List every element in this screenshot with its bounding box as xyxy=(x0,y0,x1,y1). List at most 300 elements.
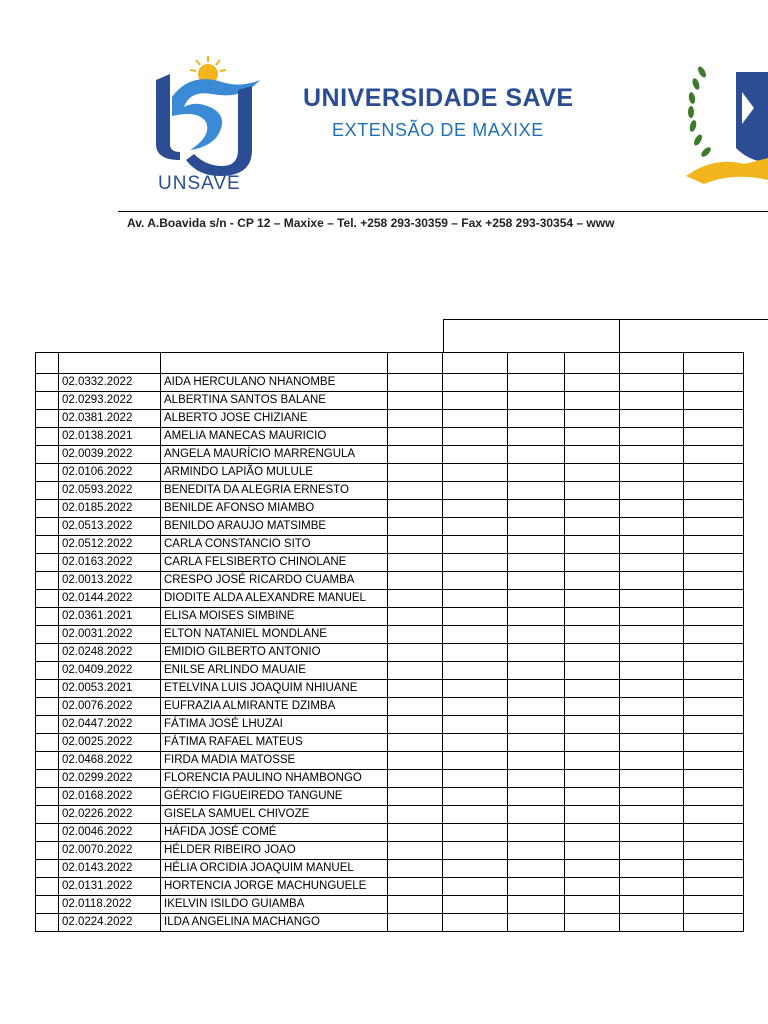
grade-cell xyxy=(684,680,744,698)
grade-cell xyxy=(508,806,565,824)
grade-cell xyxy=(388,446,443,464)
grade-cell xyxy=(388,698,443,716)
grade-cell xyxy=(443,806,508,824)
grade-cell xyxy=(388,914,443,932)
grade-cell xyxy=(443,734,508,752)
table-row xyxy=(36,446,744,464)
logo-text: UNSAVE xyxy=(158,173,241,192)
table-row xyxy=(36,392,744,410)
student-name-cell: EUFRAZIA ALMIRANTE DZIMBA xyxy=(161,698,388,716)
table-row xyxy=(36,806,744,824)
row-number-cell xyxy=(36,500,59,518)
grade-cell xyxy=(684,554,744,572)
grade-cell xyxy=(388,590,443,608)
grade-cell xyxy=(388,752,443,770)
student-name-cell: FÁTIMA JOSÉ LHUZAI xyxy=(161,716,388,734)
grade-cell xyxy=(620,680,684,698)
table-row xyxy=(36,608,744,626)
address-line: Av. A.Boavida s/n - CP 12 – Maxixe – Tel. +258 293-30359 – Fax +258 293-30354 – www xyxy=(127,216,615,230)
grade-cell xyxy=(508,536,565,554)
grade-cell xyxy=(620,806,684,824)
student-code-cell: 02.0468.2022 xyxy=(59,752,161,770)
grade-cell xyxy=(684,806,744,824)
student-name-cell: ILDA ANGELINA MACHANGO xyxy=(161,914,388,932)
grade-cell xyxy=(443,716,508,734)
grade-cell xyxy=(620,788,684,806)
grade-cell xyxy=(443,446,508,464)
grade-cell xyxy=(443,860,508,878)
grade-cell xyxy=(620,698,684,716)
grade-cell xyxy=(620,770,684,788)
grade-cell xyxy=(443,374,508,392)
table-row xyxy=(36,500,744,518)
grade-cell xyxy=(388,428,443,446)
grade-cell xyxy=(508,824,565,842)
grade-cell xyxy=(565,428,620,446)
grade-cell xyxy=(443,752,508,770)
table-row xyxy=(36,428,744,446)
grade-cell xyxy=(443,464,508,482)
student-code-cell: 02.0332.2022 xyxy=(59,374,161,392)
student-name-cell: HORTENCIA JORGE MACHUNGUELE xyxy=(161,878,388,896)
grade-cell xyxy=(684,878,744,896)
student-name-cell: GISELA SAMUEL CHIVOZE xyxy=(161,806,388,824)
student-name-cell: BENEDITA DA ALEGRIA ERNESTO xyxy=(161,482,388,500)
grade-cell xyxy=(508,716,565,734)
grade-cell xyxy=(508,392,565,410)
grade-cell xyxy=(443,500,508,518)
table-row xyxy=(36,626,744,644)
student-table-body xyxy=(36,353,744,932)
grade-cell xyxy=(565,626,620,644)
student-code-cell: 02.0381.2022 xyxy=(59,410,161,428)
row-number-cell xyxy=(36,536,59,554)
grade-cell xyxy=(620,500,684,518)
student-name-cell: ELTON NATANIEL MONDLANE xyxy=(161,626,388,644)
grade-cell xyxy=(443,608,508,626)
student-name-cell: ETELVINA LUIS JOAQUIM NHIUANE xyxy=(161,680,388,698)
row-number-cell xyxy=(36,482,59,500)
grade-cell xyxy=(508,446,565,464)
student-name-cell: ENILSE ARLINDO MAUAIE xyxy=(161,662,388,680)
header-cell xyxy=(388,353,443,374)
grade-cell xyxy=(388,770,443,788)
grade-cell xyxy=(684,500,744,518)
student-code-cell: 02.0106.2022 xyxy=(59,464,161,482)
row-number-cell xyxy=(36,644,59,662)
grade-cell xyxy=(508,698,565,716)
row-number-cell xyxy=(36,554,59,572)
row-number-cell xyxy=(36,914,59,932)
university-title: UNIVERSIDADE SAVE xyxy=(303,84,574,112)
student-code-cell: 02.0224.2022 xyxy=(59,914,161,932)
grade-cell xyxy=(443,392,508,410)
table-row xyxy=(36,410,744,428)
grade-cell xyxy=(508,644,565,662)
grade-cell xyxy=(388,788,443,806)
student-name-cell: ANGELA MAURÍCIO MARRENGULA xyxy=(161,446,388,464)
grade-cell xyxy=(565,824,620,842)
student-code-cell: 02.0131.2022 xyxy=(59,878,161,896)
student-code-cell: 02.0512.2022 xyxy=(59,536,161,554)
table-row xyxy=(36,590,744,608)
row-number-cell xyxy=(36,680,59,698)
grade-cell xyxy=(620,878,684,896)
grade-cell xyxy=(565,392,620,410)
student-code-cell: 02.0163.2022 xyxy=(59,554,161,572)
row-number-cell xyxy=(36,608,59,626)
grade-cell xyxy=(508,518,565,536)
row-number-cell xyxy=(36,428,59,446)
grade-cell xyxy=(620,536,684,554)
grade-cell xyxy=(443,590,508,608)
student-code-cell: 02.0039.2022 xyxy=(59,446,161,464)
grade-cell xyxy=(388,878,443,896)
row-number-cell xyxy=(36,806,59,824)
table-row xyxy=(36,464,744,482)
row-number-cell xyxy=(36,860,59,878)
grade-cell xyxy=(443,680,508,698)
student-name-cell: HÉLDER RIBEIRO JOAO xyxy=(161,842,388,860)
row-number-cell xyxy=(36,770,59,788)
grade-cell xyxy=(508,464,565,482)
student-code-cell: 02.0046.2022 xyxy=(59,824,161,842)
grade-cell xyxy=(508,842,565,860)
grade-cell xyxy=(620,374,684,392)
row-number-cell xyxy=(36,734,59,752)
student-name-cell: ALBERTO JOSE CHIZIANE xyxy=(161,410,388,428)
grade-cell xyxy=(620,914,684,932)
table-row xyxy=(36,896,744,914)
student-code-cell: 02.0053.2021 xyxy=(59,680,161,698)
student-code-cell: 02.0185.2022 xyxy=(59,500,161,518)
grade-cell xyxy=(684,770,744,788)
grade-cell xyxy=(684,824,744,842)
grade-cell xyxy=(388,734,443,752)
table-row xyxy=(36,644,744,662)
student-name-cell: HÉLIA ORCIDIA JOAQUIM MANUEL xyxy=(161,860,388,878)
row-number-cell xyxy=(36,410,59,428)
table-row xyxy=(36,842,744,860)
grade-cell xyxy=(443,554,508,572)
grade-cell xyxy=(565,914,620,932)
grade-cell xyxy=(388,716,443,734)
grade-cell xyxy=(684,896,744,914)
group-header-box-1 xyxy=(443,319,620,353)
student-name-cell: ARMINDO LAPIÃO MULULE xyxy=(161,464,388,482)
student-code-cell: 02.0118.2022 xyxy=(59,896,161,914)
student-name-cell: FIRDA MADIA MATOSSE xyxy=(161,752,388,770)
table-row xyxy=(36,518,744,536)
table-row xyxy=(36,752,744,770)
grade-cell xyxy=(620,896,684,914)
grade-cell xyxy=(620,392,684,410)
student-name-cell: FLORENCIA PAULINO NHAMBONGO xyxy=(161,770,388,788)
row-number-cell xyxy=(36,392,59,410)
grade-cell xyxy=(388,392,443,410)
row-number-cell xyxy=(36,446,59,464)
grade-cell xyxy=(388,806,443,824)
grade-cell xyxy=(620,554,684,572)
student-name-cell: CARLA FELSIBERTO CHINOLANE xyxy=(161,554,388,572)
table-row xyxy=(36,788,744,806)
grade-cell xyxy=(508,410,565,428)
row-number-cell xyxy=(36,662,59,680)
grade-cell xyxy=(388,572,443,590)
grade-cell xyxy=(620,446,684,464)
grade-cell xyxy=(620,860,684,878)
header-cell xyxy=(620,353,684,374)
grade-cell xyxy=(620,626,684,644)
grade-cell xyxy=(565,698,620,716)
header-cell xyxy=(36,353,59,374)
grade-cell xyxy=(443,644,508,662)
table-row xyxy=(36,374,744,392)
grade-cell xyxy=(565,518,620,536)
grade-cell xyxy=(388,896,443,914)
student-code-cell: 02.0013.2022 xyxy=(59,572,161,590)
grade-cell xyxy=(388,626,443,644)
grade-cell xyxy=(388,608,443,626)
grade-cell xyxy=(684,860,744,878)
table-row xyxy=(36,554,744,572)
grade-cell xyxy=(508,374,565,392)
grade-cell xyxy=(684,608,744,626)
grade-cell xyxy=(508,554,565,572)
grade-cell xyxy=(443,410,508,428)
grade-cell xyxy=(684,698,744,716)
row-number-cell xyxy=(36,788,59,806)
grade-cell xyxy=(565,554,620,572)
student-name-cell: EMIDIO GILBERTO ANTONIO xyxy=(161,644,388,662)
row-number-cell xyxy=(36,374,59,392)
grade-cell xyxy=(508,626,565,644)
grade-cell xyxy=(684,716,744,734)
student-code-cell: 02.0409.2022 xyxy=(59,662,161,680)
grade-cell xyxy=(620,734,684,752)
grade-cell xyxy=(388,500,443,518)
student-name-cell: DIODITE ALDA ALEXANDRE MANUEL xyxy=(161,590,388,608)
table-row xyxy=(36,878,744,896)
grade-cell xyxy=(443,518,508,536)
table-row xyxy=(36,482,744,500)
table-row xyxy=(36,662,744,680)
grade-cell xyxy=(565,878,620,896)
grade-cell xyxy=(388,680,443,698)
grade-cell xyxy=(388,860,443,878)
row-number-cell xyxy=(36,878,59,896)
grade-cell xyxy=(565,860,620,878)
student-name-cell: IKELVIN ISILDO GUIAMBA xyxy=(161,896,388,914)
grade-cell xyxy=(684,590,744,608)
row-number-cell xyxy=(36,896,59,914)
grade-cell xyxy=(388,482,443,500)
grade-cell xyxy=(684,392,744,410)
student-table xyxy=(35,352,744,932)
student-code-cell: 02.0361.2021 xyxy=(59,608,161,626)
row-number-cell xyxy=(36,716,59,734)
student-name-cell: ALBERTINA SANTOS BALANE xyxy=(161,392,388,410)
grade-cell xyxy=(565,788,620,806)
grade-cell xyxy=(508,662,565,680)
grade-cell xyxy=(684,752,744,770)
grade-cell xyxy=(684,644,744,662)
student-code-cell: 02.0593.2022 xyxy=(59,482,161,500)
grade-cell xyxy=(620,842,684,860)
grade-cell xyxy=(508,590,565,608)
header-cell xyxy=(565,353,620,374)
row-number-cell xyxy=(36,572,59,590)
grade-cell xyxy=(388,824,443,842)
grade-cell xyxy=(620,518,684,536)
grade-cell xyxy=(565,734,620,752)
group-header-box-2 xyxy=(619,319,768,353)
grade-cell xyxy=(508,788,565,806)
student-code-cell: 02.0138.2021 xyxy=(59,428,161,446)
row-number-cell xyxy=(36,464,59,482)
student-name-cell: CRESPO JOSÉ RICARDO CUAMBA xyxy=(161,572,388,590)
student-name-cell: CARLA CONSTANCIO SITO xyxy=(161,536,388,554)
grade-cell xyxy=(684,662,744,680)
student-code-cell: 02.0226.2022 xyxy=(59,806,161,824)
grade-cell xyxy=(388,554,443,572)
grade-cell xyxy=(684,788,744,806)
grade-cell xyxy=(508,770,565,788)
grade-cell xyxy=(443,572,508,590)
grade-cell xyxy=(565,662,620,680)
grade-cell xyxy=(565,500,620,518)
grade-cell xyxy=(684,626,744,644)
grade-cell xyxy=(388,536,443,554)
grade-cell xyxy=(508,914,565,932)
student-name-cell: ELISA MOISES SIMBINE xyxy=(161,608,388,626)
grade-cell xyxy=(565,410,620,428)
table-row xyxy=(36,536,744,554)
grade-cell xyxy=(565,446,620,464)
grade-cell xyxy=(443,428,508,446)
grade-cell xyxy=(684,446,744,464)
header-rule xyxy=(118,211,768,212)
grade-cell xyxy=(388,464,443,482)
grade-cell xyxy=(620,662,684,680)
grade-cell xyxy=(684,518,744,536)
grade-cell xyxy=(620,410,684,428)
grade-cell xyxy=(684,734,744,752)
grade-cell xyxy=(388,644,443,662)
student-code-cell: 02.0143.2022 xyxy=(59,860,161,878)
grade-cell xyxy=(443,788,508,806)
grade-cell xyxy=(508,500,565,518)
grade-cell xyxy=(508,428,565,446)
student-code-cell: 02.0248.2022 xyxy=(59,644,161,662)
table-row xyxy=(36,914,744,932)
grade-cell xyxy=(508,878,565,896)
grade-cell xyxy=(443,770,508,788)
grade-cell xyxy=(684,842,744,860)
student-code-cell: 02.0031.2022 xyxy=(59,626,161,644)
grade-cell xyxy=(508,680,565,698)
student-name-cell: HÁFIDA JOSÉ COMÉ xyxy=(161,824,388,842)
grade-cell xyxy=(684,410,744,428)
emblem-icon xyxy=(684,52,768,192)
student-name-cell: FÁTIMA RAFAEL MATEUS xyxy=(161,734,388,752)
grade-cell xyxy=(620,572,684,590)
table-header-row xyxy=(36,353,744,374)
grade-cell xyxy=(684,374,744,392)
student-name-cell: AIDA HERCULANO NHANOMBE xyxy=(161,374,388,392)
grade-cell xyxy=(443,842,508,860)
grade-cell xyxy=(508,482,565,500)
grade-cell xyxy=(565,482,620,500)
grade-cell xyxy=(443,878,508,896)
grade-cell xyxy=(620,716,684,734)
header-cell xyxy=(508,353,565,374)
row-number-cell xyxy=(36,824,59,842)
grade-cell xyxy=(620,752,684,770)
student-name-cell: BENILDE AFONSO MIAMBO xyxy=(161,500,388,518)
row-number-cell xyxy=(36,626,59,644)
table-row xyxy=(36,770,744,788)
grade-cell xyxy=(620,644,684,662)
student-code-cell: 02.0070.2022 xyxy=(59,842,161,860)
table-row xyxy=(36,860,744,878)
student-code-cell: 02.0168.2022 xyxy=(59,788,161,806)
grade-cell xyxy=(565,680,620,698)
grade-cell xyxy=(565,644,620,662)
header-cell xyxy=(161,353,388,374)
grade-cell xyxy=(565,770,620,788)
student-code-cell: 02.0447.2022 xyxy=(59,716,161,734)
grade-cell xyxy=(565,572,620,590)
grade-cell xyxy=(620,590,684,608)
table-row xyxy=(36,698,744,716)
grade-cell xyxy=(508,896,565,914)
grade-cell xyxy=(565,842,620,860)
table-row xyxy=(36,716,744,734)
table-row xyxy=(36,824,744,842)
student-code-cell: 02.0299.2022 xyxy=(59,770,161,788)
grade-cell xyxy=(565,590,620,608)
grade-cell xyxy=(443,482,508,500)
grade-cell xyxy=(620,824,684,842)
grade-cell xyxy=(443,662,508,680)
grade-cell xyxy=(388,518,443,536)
grade-cell xyxy=(443,824,508,842)
row-number-cell xyxy=(36,752,59,770)
grade-cell xyxy=(684,428,744,446)
grade-cell xyxy=(388,662,443,680)
grade-cell xyxy=(443,698,508,716)
grade-cell xyxy=(620,428,684,446)
student-name-cell: GÉRCIO FIGUEIREDO TANGUNE xyxy=(161,788,388,806)
grade-cell xyxy=(388,410,443,428)
grade-cell xyxy=(443,626,508,644)
grade-cell xyxy=(388,842,443,860)
grade-cell xyxy=(684,464,744,482)
grade-cell xyxy=(565,374,620,392)
grade-cell xyxy=(620,482,684,500)
table-row xyxy=(36,680,744,698)
extension-subtitle: EXTENSÃO DE MAXIXE xyxy=(332,120,544,140)
row-number-cell xyxy=(36,590,59,608)
table-row xyxy=(36,572,744,590)
grade-cell xyxy=(565,896,620,914)
student-name-cell: BENILDO ARAUJO MATSIMBE xyxy=(161,518,388,536)
header-cell xyxy=(684,353,744,374)
student-code-cell: 02.0025.2022 xyxy=(59,734,161,752)
student-name-cell: AMELIA MANECAS MAURICIO xyxy=(161,428,388,446)
student-code-cell: 02.0076.2022 xyxy=(59,698,161,716)
